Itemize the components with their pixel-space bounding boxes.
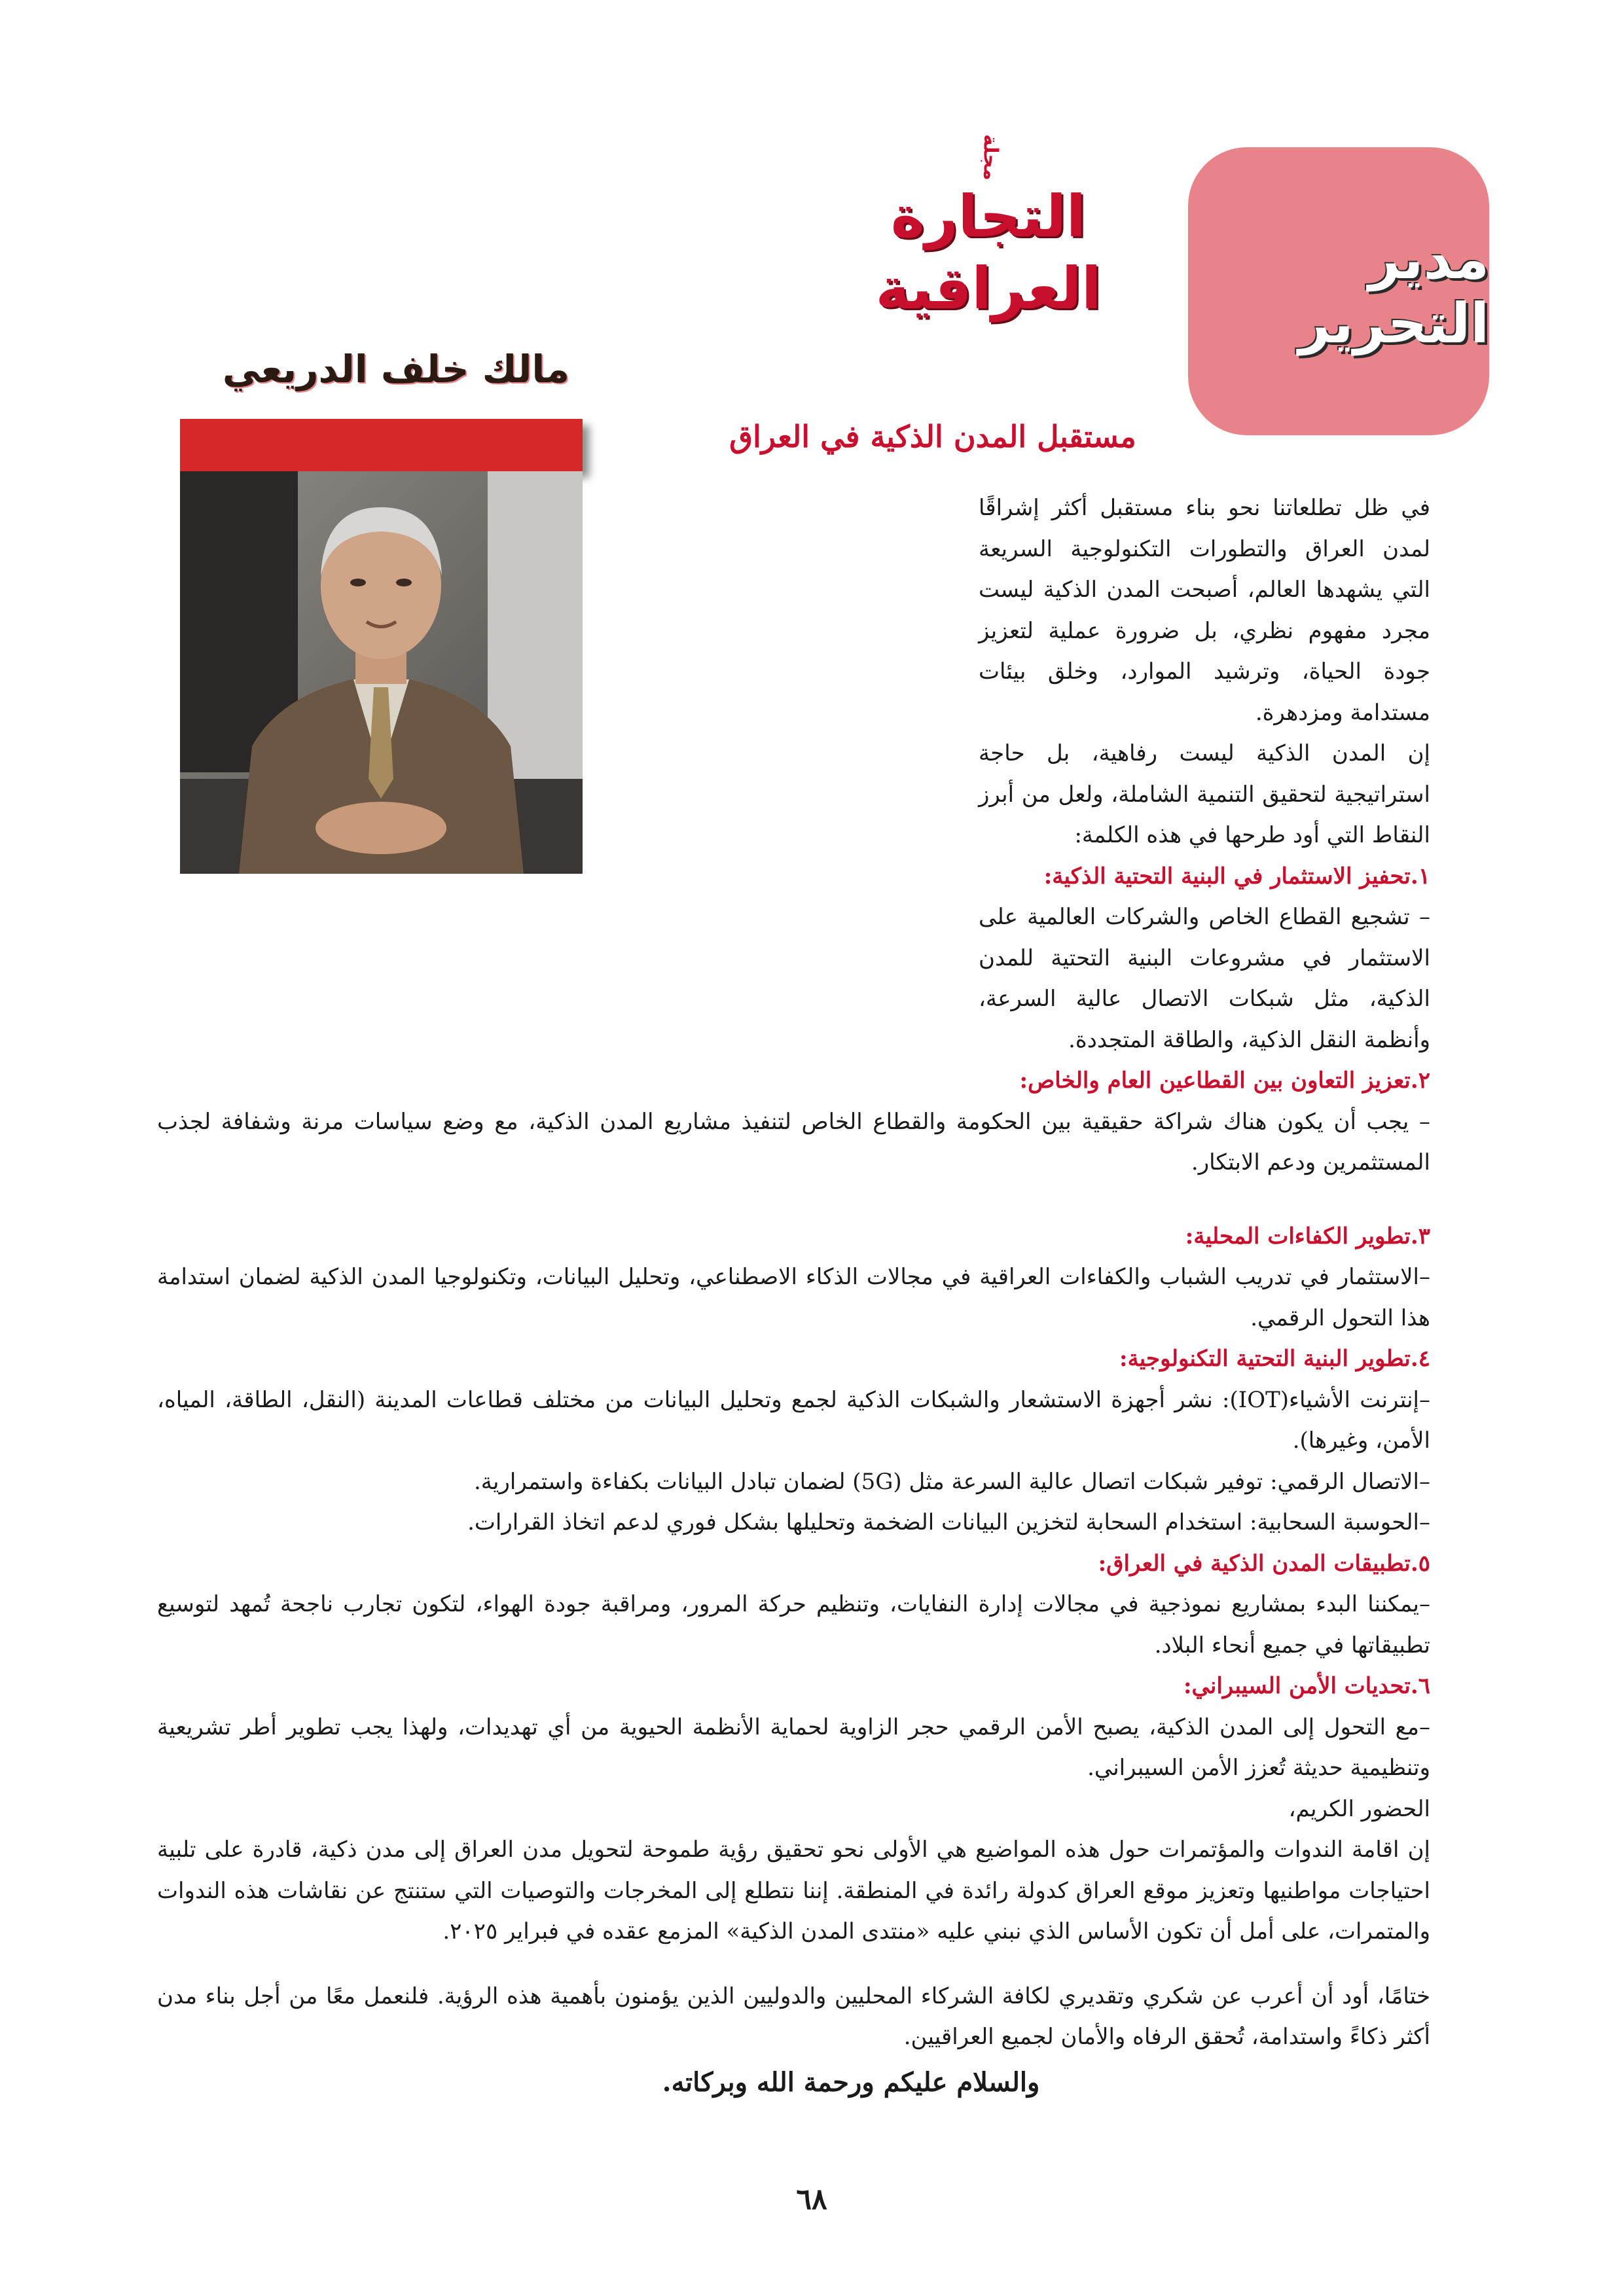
intro-paragraph-1: في ظل تطلعاتنا نحو بناء مستقبل أكثر إشراقًا لمدن العراق والتطورات التكنولوجية السريعة التي يشهدها العالم، أصبحت المدن الذكية ليست مجرد مفهوم نظري، بل ضرورة عملية لتعزيز جودة الحياة، وترشيد الموارد، وخلق بيئات مستدامة ومزدهرة.: [979, 495, 1430, 726]
section-paragraph-4c: –الحوسبة السحابية: استخدام السحابة لتخزين البيانات الضخمة وتحليلها بشكل فوري لدعم اتخاذ القرارات.: [467, 1509, 1430, 1535]
role-label: مدير التحرير: [1298, 227, 1489, 355]
article-title: مستقبل المدن الذكية في العراق: [729, 419, 1136, 454]
section-paragraph-6: –مع التحول إلى المدن الذكية، يصبح الأمن الرقمي حجر الزاوية لحماية الأنظمة الحيوية من أي تهديدات، ولهذا يجب تطوير أطر تشريعية وتنظيمية حديثة تُعزز الأمن السيبراني.: [157, 1713, 1430, 1781]
intro-paragraph-2: إن المدن الذكية ليست رفاهية، بل حاجة استراتيجية لتحقيق التنمية الشاملة، ولعل من أبرز النقاط التي أود طرحها في هذه الكلمة:: [979, 740, 1430, 848]
section-paragraph-3: –الاستثمار في تدريب الشباب والكفاءات العراقية في مجالات الذكاء الاصطناعي، وتحليل البيانات، وتكنولوجيا المدن الذكية لضمان استدامة هذا التحول الرقمي.: [157, 1264, 1430, 1331]
paragraph-conferences: إن اقامة الندوات والمؤتمرات حول هذه المواضيع هي الأولى نحو تحقيق رؤية طموحة لتحويل مدن العراق إلى مدن ذكية، قادرة على تلبية احتياجات مواطنيها وتعزيز موقع العراق كدولة رائدة في المنطقة. إننا نتطلع إلى المخرجات والتوصيات التي ستنتج عن نقاشات هذه الندوات والمتمرات، على أمل أن تكون الأساس الذي نبني عليه «منتدى المدن الذكية» المزمع عقده في فبراير ٢٠٢٥.: [157, 1837, 1430, 1945]
section-heading-5: ٥.تطبيقات المدن الذكية في العراق:: [1098, 1550, 1430, 1577]
section-paragraph-4a: –إنترنت الأشياء(IOT): نشر أجهزة الاستشعار والشبكات الذكية لجمع وتحليل البيانات من مختلف قطاعات المدينة (النقل، الطاقة، المياه، الأمن، وغيرها).: [157, 1386, 1430, 1454]
section-heading-6: ٦.تحديات الأمن السيبراني:: [1183, 1673, 1430, 1699]
salutation: الحضور الكريم،: [1288, 1795, 1430, 1822]
author-name: مالك خلف الدريعي: [222, 347, 570, 391]
masthead-name: التجارة العراقية: [875, 182, 1102, 322]
section-paragraph-2: – يجب أن يكون هناك شراكة حقيقية بين الحكومة والقطاع الخاص لتنفيذ مشاريع المدن الذكية، مع وضع سياسات مرنة وشفافة لجذب المستثمرين ودعم الابتكار.: [157, 1108, 1430, 1175]
paragraph-closing-thanks: ختامًا، أود أن أعرب عن شكري وتقديري لكافة الشركاء المحليين والدوليين الذين يؤمنون بأهمية هذه الرؤية. فلنعمل معًا من أجل بناء مدن أكثر ذكاءً واستدامة، تُحقق الرفاه والأمان لجميع العراقيين.: [157, 1982, 1430, 2050]
section-paragraph-4b: –الاتصال الرقمي: توفير شبكات اتصال عالية السرعة مثل (5G) لضمان تبادل البيانات بكفاءة واستمرارية.: [474, 1468, 1430, 1495]
photo-top-bar: [180, 419, 583, 471]
section-paragraph-1: – تشجيع القطاع الخاص والشركات العالمية على الاستثمار في مشروعات البنية التحتية للمدن الذكية، مثل شبكات الاتصال عالية السرعة، وأنظمة النقل الذكية، والطاقة المتجددة.: [979, 904, 1430, 1053]
role-badge: [1188, 147, 1489, 435]
section-heading-2: ٢.تعزيز التعاون بين القطاعين العام والخاص:: [1019, 1067, 1430, 1094]
section-heading-1: ١.تحفيز الاستثمار في البنية التحتية الذكية:: [1043, 863, 1430, 889]
closing-greeting: والسلام عليكم ورحمة الله وبركاته.: [662, 2067, 1040, 2098]
section-paragraph-5: –يمكننا البدء بمشاريع نموذجية في مجالات إدارة النفايات، وتنظيم حركة المرور، ومراقبة جودة الهواء، لتكون تجارب ناجحة تُمهد لتوسيع تطبيقاتها في جميع أنحاء البلاد.: [157, 1591, 1430, 1659]
page-number: ٦٨: [796, 2183, 827, 2216]
section-heading-3: ٣.تطوير الكفاءات المحلية:: [1185, 1223, 1430, 1249]
magazine-masthead: [805, 134, 1172, 322]
article-body: [157, 488, 1430, 2058]
section-heading-4: ٤.تطوير البنية التحتية التكنولوجية:: [1119, 1346, 1430, 1372]
masthead-kicker: مجلة: [979, 134, 1002, 181]
